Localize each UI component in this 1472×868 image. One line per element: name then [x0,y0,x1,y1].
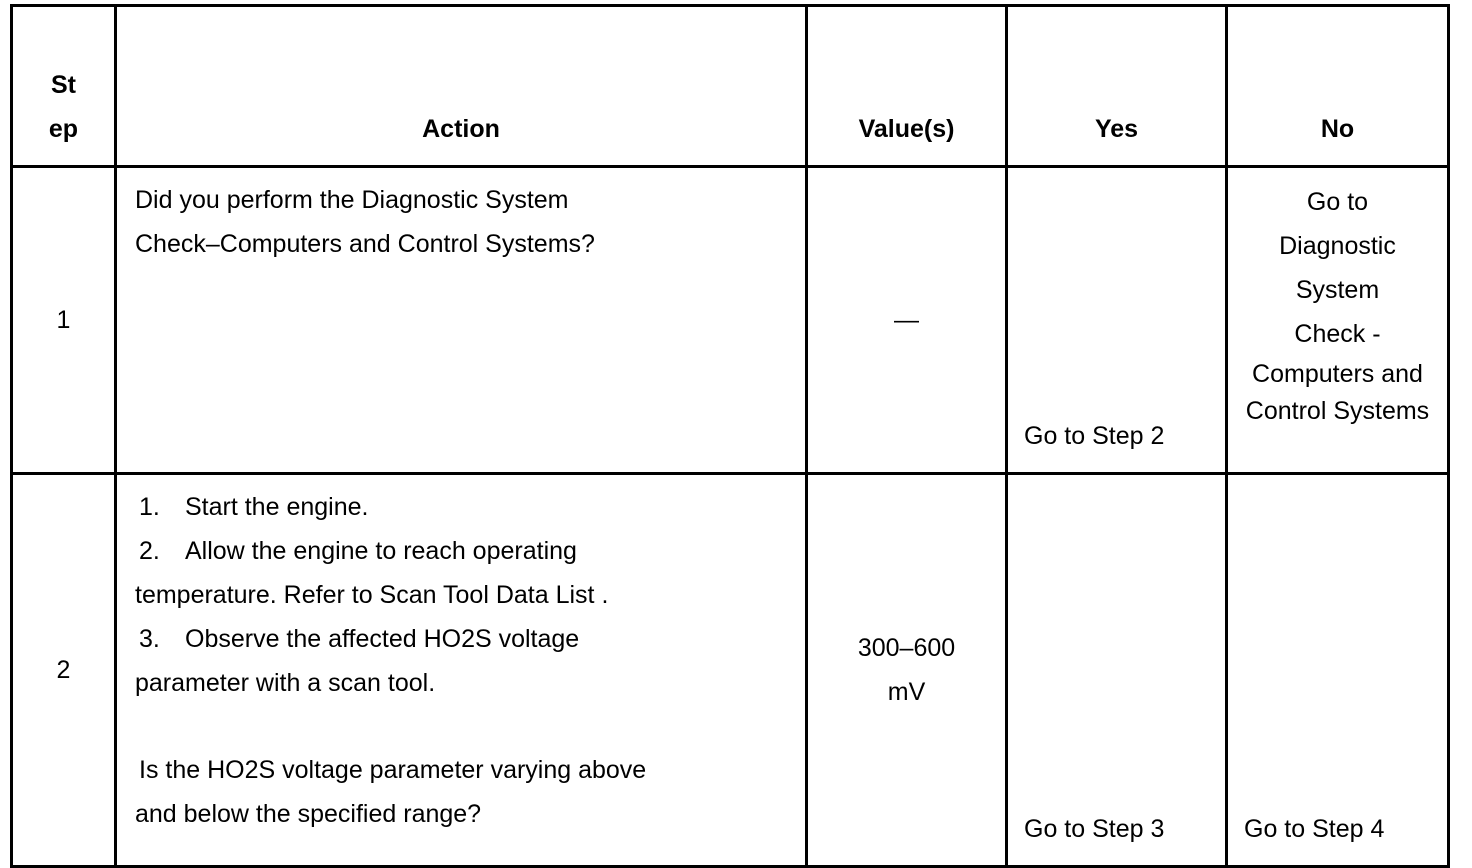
item-number: 1. [139,493,160,521]
no-cell [1227,167,1449,474]
yes-cell [1007,167,1227,474]
no-line: Control Systems [1245,397,1430,425]
item-text: Start the engine. [185,493,369,521]
header-yes: Yes [1007,6,1227,167]
no-line: Computers and [1252,360,1423,388]
action-cell [116,474,807,867]
header-step-line-1: St [51,71,76,99]
action-item [135,529,797,573]
action-cell [116,167,807,474]
action-item [135,485,797,529]
value-cell [807,474,1007,867]
diagnostic-table [10,4,1450,868]
no-line: Diagnostic [1279,232,1396,260]
header-no: No [1227,6,1449,167]
item-number: 2. [139,537,160,565]
action-item-continuation: parameter with a scan tool. [135,669,436,697]
question-line: Is the HO2S voltage parameter varying above [139,756,647,784]
no-line: Check - [1294,320,1381,348]
spacer [135,705,797,748]
header-step-line-2: ep [48,115,79,143]
yes-link-text: Go to Step 3 [1024,815,1165,843]
yes-link-text: Go to Step 2 [1024,422,1165,450]
value-line: 300–600 [857,634,956,662]
action-line: Check–Computers and Control Systems? [135,230,595,258]
step-number: 1 [12,167,116,474]
item-number: 3. [139,625,160,653]
value-cell: — [807,167,1007,474]
step-number: 2 [12,474,116,867]
table-row [12,474,1449,867]
value-line: mV [887,678,926,706]
no-line: System [1295,276,1380,304]
item-text: Allow the engine to reach operating [185,537,577,565]
item-text: Observe the affected HO2S voltage [185,625,580,653]
action-item [135,617,797,661]
header-row [12,6,1449,167]
question-line: and below the specified range? [135,800,482,828]
header-action: Action [116,6,807,167]
no-line: Go to [1306,188,1369,216]
action-line: Did you perform the Diagnostic System [135,186,569,214]
header-values: Value(s) [807,6,1007,167]
action-item-continuation: temperature. Refer to Scan Tool Data List . [135,581,609,609]
yes-cell [1007,474,1227,867]
table-row [12,167,1449,474]
no-cell [1227,474,1449,867]
header-step [12,6,116,167]
no-link-text: Go to Step 4 [1244,815,1385,843]
